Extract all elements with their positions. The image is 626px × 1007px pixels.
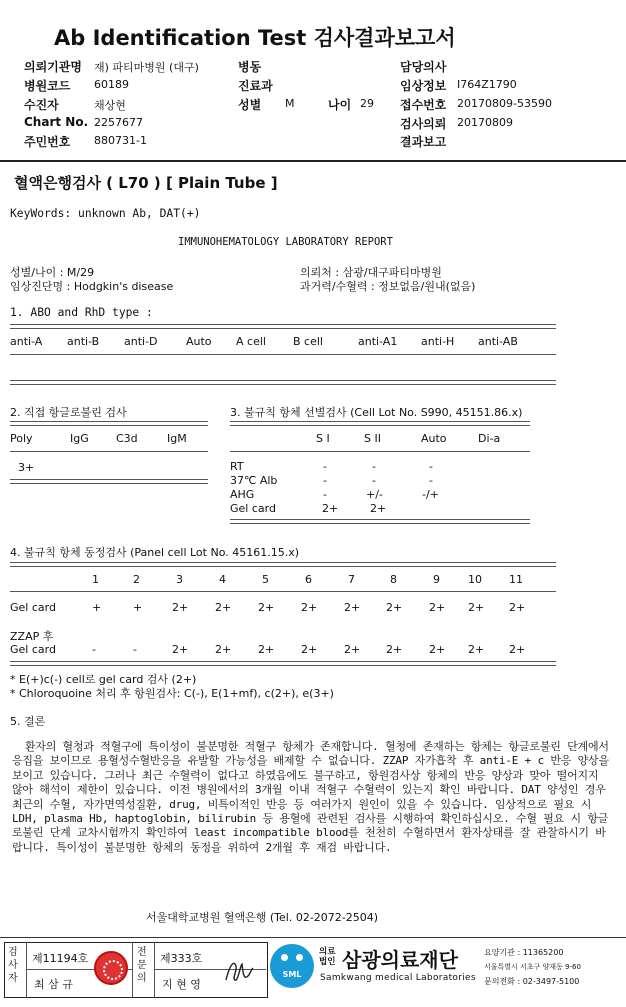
keywords: KeyWords: unknown Ab, DAT(+): [10, 207, 201, 220]
specialist-name: 지 현 영: [162, 978, 201, 991]
screen-cell: -: [323, 488, 327, 501]
inspector-no: 제11194호: [32, 952, 89, 965]
conclusion-text: [12, 740, 610, 855]
abo-h-anti-a: anti-A: [10, 335, 43, 348]
screen-h-dia: Di-a: [478, 432, 501, 445]
panel-mid-rule: [10, 591, 556, 592]
screen-cell: +/-: [366, 488, 383, 501]
panel-r2-cell-1: -: [92, 643, 96, 656]
inspector-name: 최 삼 규: [34, 978, 73, 991]
logo-dot: [281, 954, 288, 961]
panel-r1-cell-8: 2+: [386, 601, 403, 614]
abo-top-rule: [10, 324, 556, 329]
dat-h-igm: IgM: [167, 432, 187, 445]
screen-h-s1: S I: [316, 432, 330, 445]
panel-bottom-rule: [10, 661, 556, 666]
screen-row-label: AHG: [230, 488, 255, 501]
specialist-label: 전문의: [137, 947, 147, 984]
request-value: 20170809: [457, 116, 513, 129]
report-title: Ab Identification Test 검사결과보고서: [54, 26, 456, 50]
request-label: 검사의뢰: [400, 117, 447, 131]
footer-divider: [0, 937, 626, 938]
patient-label: 수진자: [24, 98, 59, 112]
panel-col-10: 10: [468, 573, 482, 586]
screen-mid-rule: [230, 451, 530, 452]
logo-dot: [296, 954, 303, 961]
panel-r1-cell-7: 2+: [344, 601, 361, 614]
receipt-value: 20170809-53590: [457, 97, 552, 110]
panel-col-11: 11: [509, 573, 523, 586]
hospital-code-value: 60189: [94, 78, 129, 91]
info-3: 문의전화 : 02-3497-5100: [484, 977, 580, 986]
screen-cell: -/+: [422, 488, 439, 501]
panel-col-4: 4: [219, 573, 226, 586]
abo-h-anti-d: anti-D: [124, 335, 158, 348]
signature-icon: [222, 954, 256, 988]
header-divider: [0, 160, 626, 162]
panel-col-9: 9: [433, 573, 440, 586]
abo-mid-rule: [10, 354, 556, 355]
sml-logo-icon: [270, 944, 314, 988]
dat-value: 3+: [18, 461, 35, 474]
abo-h-anti-h: anti-H: [421, 335, 455, 348]
panel-r1-cell-1: +: [92, 601, 102, 614]
info-2: 서울특별시 서초구 양재동 9-60: [484, 963, 581, 971]
logo-prefix: 의료법인: [319, 947, 336, 967]
panel-r1-cell-2: +: [133, 601, 143, 614]
abo-h-anti-a1: anti-A1: [358, 335, 398, 348]
signature-line: 서울대학교병원 혈액은행 (Tel. 02-2072-2504): [146, 911, 379, 924]
note-1: * E(+)c(-) cell로 gel card 검사 (2+): [10, 673, 197, 686]
panel-r1-cell-10: 2+: [468, 601, 485, 614]
box-divider: [132, 942, 133, 997]
sex-age: 성별/나이 : M/29: [10, 266, 95, 279]
panel-r2-cell-9: 2+: [429, 643, 446, 656]
dat-h-poly: Poly: [10, 432, 33, 445]
inspector-seal-icon: [94, 951, 128, 985]
lab-report-title: IMMUNOHEMATOLOGY LABORATORY REPORT: [178, 236, 393, 248]
panel-col-8: 8: [390, 573, 397, 586]
abo-h-anti-ab: anti-AB: [478, 335, 518, 348]
ward-label: 병동: [238, 60, 262, 74]
receipt-label: 접수번호: [400, 98, 447, 112]
hospital-code-label: 병원코드: [24, 79, 71, 93]
screen-cell: -: [372, 460, 376, 473]
dat-h-c3d: C3d: [116, 432, 138, 445]
panel-zzap-label: ZZAP 후: [10, 630, 54, 643]
screen-title: 3. 불규칙 항체 선별검사 (Cell Lot No. S990, 45151.86.x): [230, 406, 523, 419]
panel-title: 4. 불규칙 항체 동정검사 (Panel cell Lot No. 45161.15.x): [10, 546, 300, 559]
result-label: 결과보고: [400, 135, 447, 149]
resident-label: 주민번호: [24, 135, 71, 149]
logo-badge: SML: [282, 970, 302, 979]
dat-top-rule: [10, 421, 208, 426]
clinical-info-label: 임상정보: [400, 79, 447, 93]
resident-value: 880731-1: [94, 134, 147, 147]
panel-col-1: 1: [92, 573, 99, 586]
hospital-value: 재) 파티마병원 (대구): [94, 61, 199, 74]
panel-r2-cell-7: 2+: [344, 643, 361, 656]
patient-value: 채상현: [94, 99, 126, 112]
panel-col-3: 3: [176, 573, 183, 586]
abo-bottom-rule: [10, 380, 556, 385]
panel-r2-cell-2: -: [133, 643, 137, 656]
panel-r1-cell-4: 2+: [215, 601, 232, 614]
abo-h-b-cell: B cell: [293, 335, 323, 348]
abo-h-anti-b: anti-B: [67, 335, 100, 348]
screen-cell: 2+: [322, 502, 339, 515]
info-1: 요양기관 : 11365200: [484, 948, 564, 957]
panel-r2-cell-5: 2+: [258, 643, 275, 656]
screen-h-auto: Auto: [421, 432, 447, 445]
dept-label: 진료과: [238, 79, 273, 93]
dat-mid-rule: [10, 451, 208, 452]
abo-title: 1. ABO and RhD type :: [10, 306, 153, 319]
panel-col-6: 6: [305, 573, 312, 586]
panel-r2-cell-11: 2+: [509, 643, 526, 656]
screen-cell: -: [323, 474, 327, 487]
specialist-no: 제333호: [160, 952, 203, 965]
dat-h-igg: IgG: [70, 432, 89, 445]
panel-r2-cell-4: 2+: [215, 643, 232, 656]
screen-row-label: 37℃ Alb: [230, 474, 278, 487]
logo-name: 삼광의료재단: [342, 948, 458, 972]
sex-value: M: [285, 97, 295, 110]
screen-cell: -: [429, 460, 433, 473]
dat-bottom-rule: [10, 479, 208, 484]
panel-r1-cell-6: 2+: [301, 601, 318, 614]
panel-col-2: 2: [133, 573, 140, 586]
screen-row-label: RT: [230, 460, 244, 473]
abo-h-auto: Auto: [186, 335, 212, 348]
panel-r2-cell-6: 2+: [301, 643, 318, 656]
screen-cell: 2+: [370, 502, 387, 515]
panel-top-rule: [10, 562, 556, 567]
conclusion-body: 환자의 혈청과 적혈구에 특이성이 불분명한 적혈구 항체가 존재합니다. 혈청에 존재하는 항체는 항글로불린 단계에서 응집을 보이므로 용혈성수혈반응을 유발할 가능성을 배제할 수 없습니다. ZZAP 자가흡착 후 anti-E + c 반응 양상을 보이고 있습니다. 그러나 최근 수혈력이 없다고 하였음에도 불구하고, 항원검사상 항체의 반응 양상과 맞아 떨어지지 않아 해석이 제한이 있습니다. 이전 병원에서의 3개월 이내 적혈구 수혈력이 있는지 확인 바랍니다. DAT 양성인 경우 최근의 수혈, 자가면역성질환, drug, 비특이적인 반응 등 여러가지 원인이 있을 수 있습니다. 임상적으로 필요 시 LDH, plasma Hb, haptoglobin, bilirubin 등 용혈에 관련된 검사를 시행하여 확인하십시오. 수혈 필요 시 항글로불린 단계 교차시험까지 확인하여 least incompatible blood를 천천히 수혈하면서 환자상태를 잘 관찰하시기 바랍니다. 특이성이 불분명한 항체의 동정을 위하여 2개월 후 재검 바랍니다.: [12, 740, 609, 854]
sex-label: 성별: [238, 98, 262, 112]
section-title: 혈액은행검사 ( L70 ) [ Plain Tube ]: [14, 174, 278, 192]
screen-bottom-rule: [230, 519, 530, 524]
screen-top-rule: [230, 421, 530, 426]
panel-r1-cell-11: 2+: [509, 601, 526, 614]
panel-row2-label: Gel card: [10, 643, 56, 656]
age-label: 나이: [328, 98, 352, 112]
panel-r2-cell-10: 2+: [468, 643, 485, 656]
panel-r2-cell-3: 2+: [172, 643, 189, 656]
panel-r2-cell-8: 2+: [386, 643, 403, 656]
panel-r1-cell-9: 2+: [429, 601, 446, 614]
panel-row1-label: Gel card: [10, 601, 56, 614]
screen-row-label: Gel card: [230, 502, 276, 515]
panel-col-7: 7: [348, 573, 355, 586]
screen-cell: -: [429, 474, 433, 487]
panel-r1-cell-5: 2+: [258, 601, 275, 614]
panel-col-5: 5: [262, 573, 269, 586]
requester: 의뢰처 : 삼광/대구파티마병원: [300, 266, 442, 279]
chart-label: Chart No.: [24, 115, 89, 129]
conclusion-title: 5. 결론: [10, 715, 46, 728]
clinical-info-value: I764Z1790: [457, 78, 517, 91]
screen-h-s2: S II: [364, 432, 381, 445]
note-2: * Chloroquoine 처리 후 항원검사: C(-), E(1+mf), c(2+), e(3+): [10, 687, 334, 700]
logo-sub: Samkwang medical Laboratories: [320, 973, 476, 983]
doctor-label: 담당의사: [400, 60, 447, 74]
screen-cell: -: [372, 474, 376, 487]
dat-title: 2. 직접 항글로불린 검사: [10, 406, 127, 419]
age-value: 29: [360, 97, 374, 110]
panel-r1-cell-3: 2+: [172, 601, 189, 614]
screen-cell: -: [323, 460, 327, 473]
diagnosis: 임상진단명 : Hodgkin's disease: [10, 280, 174, 293]
abo-h-a-cell: A cell: [236, 335, 266, 348]
chart-value: 2257677: [94, 116, 143, 129]
inspector-label: 검사자: [8, 947, 18, 984]
history: 과거력/수혈력 : 정보없음/원내(없음): [300, 280, 476, 293]
hospital-label: 의뢰기관명: [24, 60, 82, 74]
